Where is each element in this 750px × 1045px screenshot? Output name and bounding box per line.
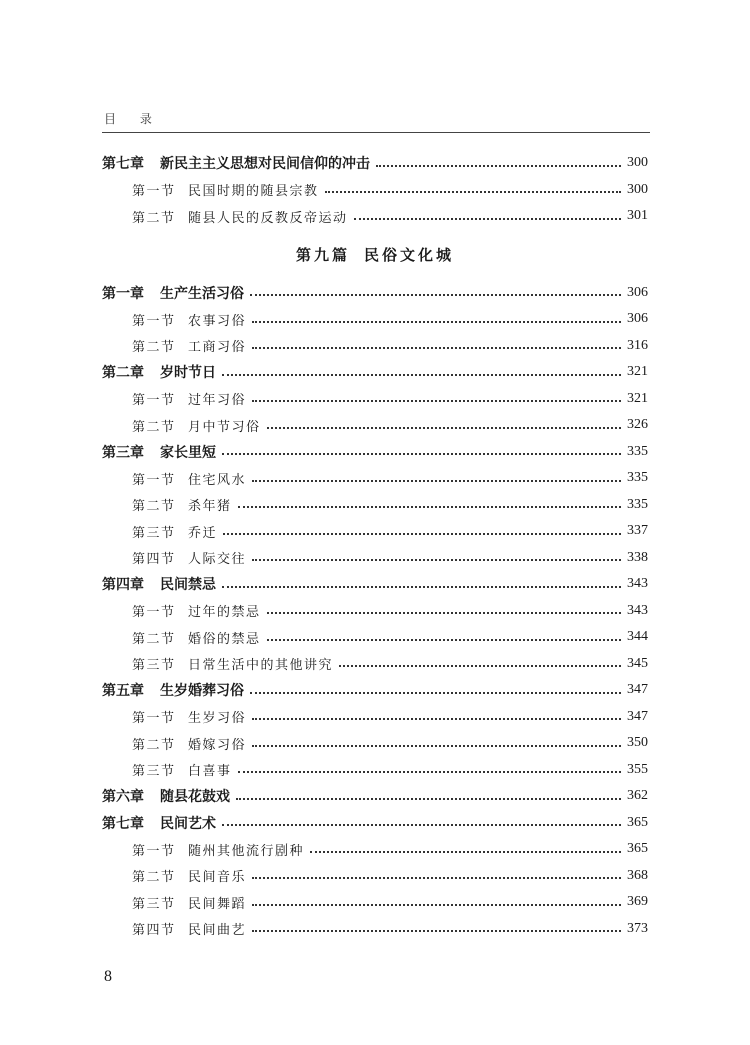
toc-chapter-entry[interactable]	[102, 810, 648, 837]
entry-title: 过年习俗	[188, 393, 247, 409]
entry-page-number: 365	[627, 841, 648, 857]
dot-leader	[267, 611, 621, 614]
entry-title: 民间艺术	[160, 815, 216, 832]
entry-title: 民间禁忌	[160, 577, 216, 594]
entry-title: 住宅风水	[188, 472, 247, 488]
entry-page-number: 306	[627, 284, 648, 300]
part-label: 第九篇	[295, 246, 350, 264]
toc-chapter-entry[interactable]	[102, 359, 648, 386]
toc-chapter-entry[interactable]	[102, 439, 648, 466]
entry-label: 第七章	[102, 815, 144, 832]
entry-title: 民间曲艺	[188, 923, 247, 939]
dot-leader	[252, 929, 621, 932]
entry-title: 过年的禁忌	[188, 605, 261, 621]
toc-section-entry[interactable]	[102, 863, 648, 890]
entry-page-number: 335	[627, 470, 648, 486]
entry-page-number: 368	[627, 867, 648, 883]
dot-leader	[252, 717, 621, 720]
dot-leader	[222, 373, 621, 376]
dot-leader	[238, 505, 621, 508]
entry-label: 第六章	[102, 789, 144, 806]
dot-leader	[354, 217, 621, 220]
toc-section-entry[interactable]	[102, 518, 648, 545]
entry-label: 第一章	[102, 285, 144, 302]
toc-section-entry[interactable]	[102, 545, 648, 572]
entry-label: 第二节	[132, 737, 176, 753]
entry-label: 第二节	[132, 499, 176, 515]
toc-chapter-entry[interactable]	[102, 150, 648, 177]
entry-page-number: 355	[627, 761, 648, 777]
entry-title: 日常生活中的其他讲究	[188, 658, 334, 674]
toc-section-entry[interactable]	[102, 624, 648, 651]
entry-page-number: 373	[627, 920, 648, 936]
dot-leader	[339, 664, 621, 667]
entry-label: 第四节	[132, 923, 176, 939]
entry-title: 随县人民的反教反帝运动	[188, 210, 348, 226]
dot-leader	[252, 320, 621, 323]
dot-leader	[222, 452, 621, 455]
dot-leader	[310, 850, 621, 853]
toc-section-entry[interactable]	[102, 333, 648, 360]
toc-section-entry[interactable]	[102, 465, 648, 492]
toc-section-entry[interactable]	[102, 651, 648, 678]
entry-page-number: 362	[627, 788, 648, 804]
toc-section-entry[interactable]	[102, 386, 648, 413]
entry-title: 婚嫁习俗	[188, 737, 247, 753]
entry-label: 第二节	[132, 340, 176, 356]
toc-section-entry[interactable]	[102, 916, 648, 943]
dot-leader	[250, 293, 621, 296]
entry-label: 第四节	[132, 552, 176, 568]
entry-title: 生岁习俗	[188, 711, 247, 727]
entry-title: 民间舞蹈	[188, 896, 247, 912]
dot-leader	[252, 558, 621, 561]
entry-title: 岁时节日	[160, 365, 216, 382]
entry-title: 家长里短	[160, 444, 216, 461]
entry-page-number: 345	[627, 655, 648, 671]
entry-page-number: 338	[627, 549, 648, 565]
entry-label: 第一节	[132, 843, 176, 859]
toc-section-entry[interactable]	[102, 177, 648, 204]
toc-section-entry[interactable]	[102, 704, 648, 731]
dot-leader	[252, 399, 621, 402]
entry-label: 第一节	[132, 472, 176, 488]
dot-leader	[376, 164, 621, 167]
toc-section-entry[interactable]	[102, 306, 648, 333]
toc-section-entry[interactable]	[102, 598, 648, 625]
dot-leader	[325, 190, 621, 193]
entry-title: 杀年猪	[188, 499, 232, 515]
entry-title: 白喜事	[188, 764, 232, 780]
dot-leader	[252, 479, 621, 482]
dot-leader	[250, 691, 621, 694]
toc-section-entry[interactable]	[102, 836, 648, 863]
entry-page-number: 306	[627, 311, 648, 327]
entry-title: 随县花鼓戏	[160, 789, 230, 806]
dot-leader	[252, 346, 621, 349]
entry-title: 工商习俗	[188, 340, 247, 356]
entry-page-number: 347	[627, 708, 648, 724]
dot-leader	[222, 585, 621, 588]
entry-page-number: 321	[627, 390, 648, 406]
entry-label: 第三章	[102, 444, 144, 461]
toc-section-entry[interactable]	[102, 730, 648, 757]
toc-section-entry[interactable]	[102, 889, 648, 916]
toc-chapter-entry[interactable]	[102, 571, 648, 598]
entry-title: 人际交往	[188, 552, 247, 568]
entry-title: 民国时期的随县宗教	[188, 184, 319, 200]
entry-page-number: 343	[627, 602, 648, 618]
entry-page-number: 337	[627, 523, 648, 539]
entry-label: 第七章	[102, 156, 144, 173]
toc-section-entry[interactable]	[102, 492, 648, 519]
toc-chapter-entry[interactable]	[102, 280, 648, 307]
entry-label: 第二节	[132, 870, 176, 886]
entry-title: 生产生活习俗	[160, 285, 244, 302]
dot-leader	[252, 876, 621, 879]
entry-label: 第三节	[132, 658, 176, 674]
entry-title: 民间音乐	[188, 870, 247, 886]
entry-label: 第一节	[132, 184, 176, 200]
toc-section-entry[interactable]	[102, 203, 648, 230]
entry-page-number: 316	[627, 337, 648, 353]
page-number: 8	[104, 968, 112, 985]
dot-leader	[252, 744, 621, 747]
entry-page-number: 335	[627, 443, 648, 459]
toc-chapter-entry[interactable]	[102, 677, 648, 704]
entry-label: 第五章	[102, 683, 144, 700]
toc-section-entry[interactable]	[102, 412, 648, 439]
entry-page-number: 347	[627, 682, 648, 698]
part-title: 民俗文化城	[364, 246, 455, 264]
toc-chapter-entry[interactable]	[102, 783, 648, 810]
part-heading	[102, 230, 648, 280]
table-of-contents	[102, 150, 648, 942]
entry-title: 乔迁	[188, 525, 218, 541]
entry-label: 第二节	[132, 631, 176, 647]
entry-page-number: 301	[627, 208, 648, 224]
entry-label: 第三节	[132, 896, 176, 912]
entry-label: 第二章	[102, 365, 144, 382]
entry-page-number: 369	[627, 894, 648, 910]
entry-label: 第一节	[132, 313, 176, 329]
entry-label: 第二节	[132, 419, 176, 435]
entry-title: 农事习俗	[188, 313, 247, 329]
entry-label: 第四章	[102, 577, 144, 594]
dot-leader	[222, 823, 621, 826]
entry-label: 第一节	[132, 393, 176, 409]
entry-title: 生岁婚葬习俗	[160, 683, 244, 700]
entry-title: 随州其他流行剧种	[188, 843, 305, 859]
entry-title: 月中节习俗	[188, 419, 261, 435]
toc-top-list	[102, 150, 648, 230]
entry-page-number: 321	[627, 364, 648, 380]
entry-page-number: 326	[627, 417, 648, 433]
dot-leader	[267, 638, 621, 641]
entry-page-number: 300	[627, 181, 648, 197]
entry-page-number: 365	[627, 814, 648, 830]
running-header: 目 录	[104, 112, 162, 126]
entry-label: 第一节	[132, 711, 176, 727]
entry-label: 第三节	[132, 525, 176, 541]
dot-leader	[236, 797, 621, 800]
toc-section-entry[interactable]	[102, 757, 648, 784]
entry-page-number: 300	[627, 155, 648, 171]
dot-leader	[238, 770, 621, 773]
entry-label: 第二节	[132, 210, 176, 226]
entry-page-number: 335	[627, 496, 648, 512]
header-rule	[102, 132, 650, 133]
entry-page-number: 343	[627, 576, 648, 592]
entry-label: 第一节	[132, 605, 176, 621]
entry-title: 新民主主义思想对民间信仰的冲击	[160, 156, 370, 173]
entry-title: 婚俗的禁忌	[188, 631, 261, 647]
entry-page-number: 350	[627, 735, 648, 751]
toc-main-list	[102, 280, 648, 943]
dot-leader	[252, 903, 621, 906]
dot-leader	[223, 532, 621, 535]
entry-label: 第三节	[132, 764, 176, 780]
dot-leader	[267, 426, 621, 429]
entry-page-number: 344	[627, 629, 648, 645]
